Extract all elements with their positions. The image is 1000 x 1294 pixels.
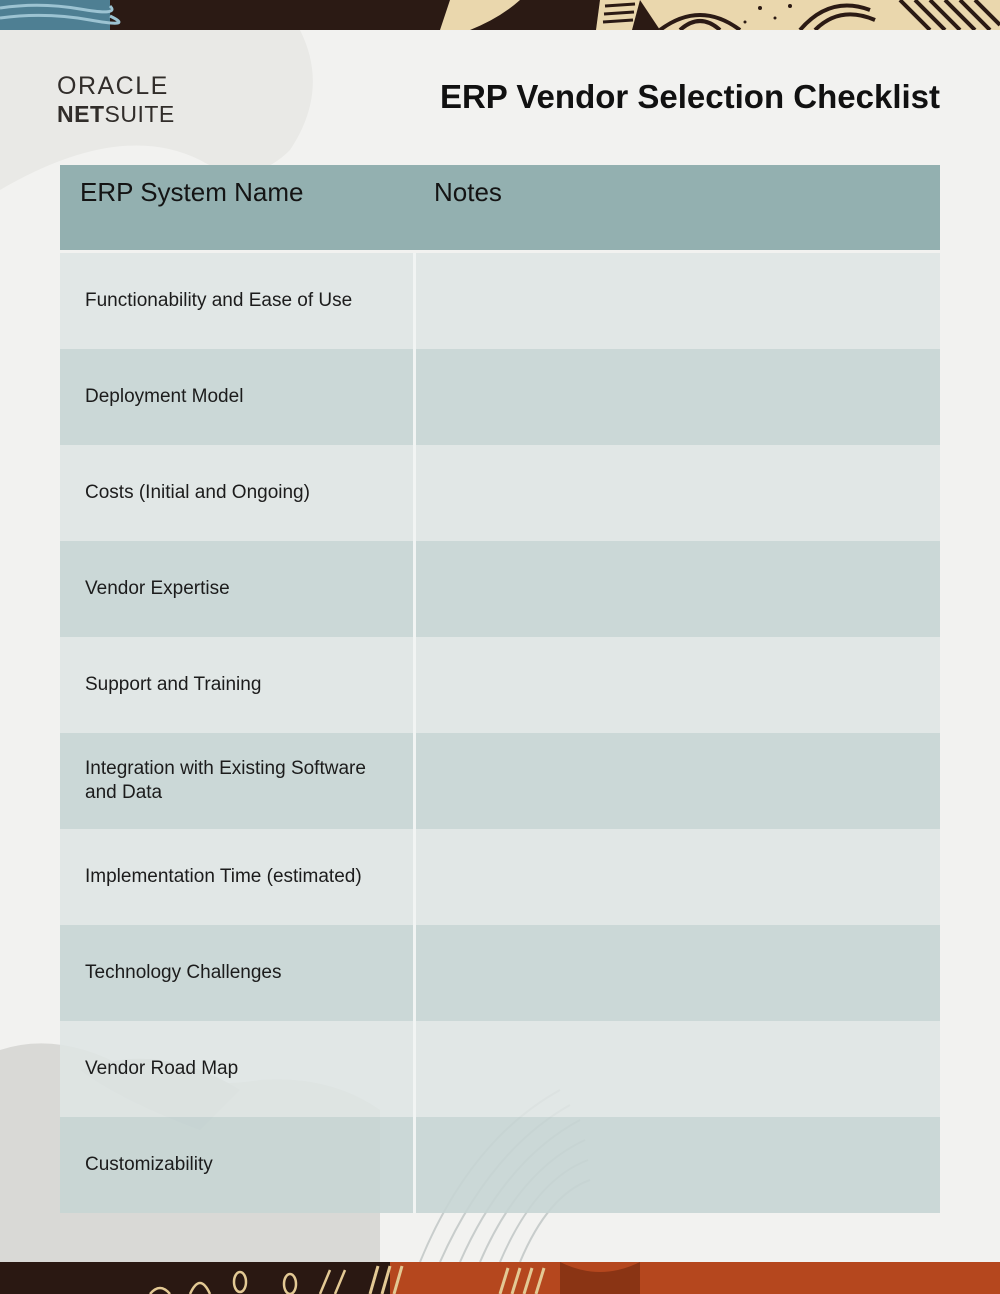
row-label: Integration with Existing Software and Data xyxy=(85,758,366,803)
notes-cell[interactable] xyxy=(416,541,940,637)
notes-cell[interactable] xyxy=(416,637,940,733)
table-row xyxy=(60,349,940,445)
table-header xyxy=(60,165,940,250)
table-row xyxy=(60,637,940,733)
logo-net: NET xyxy=(57,101,105,127)
row-label: Implementation Time (estimated) xyxy=(85,866,362,887)
table-row xyxy=(60,253,940,349)
notes-cell[interactable] xyxy=(416,445,940,541)
notes-cell[interactable] xyxy=(416,349,940,445)
row-label: Vendor Expertise xyxy=(85,578,230,599)
notes-cell[interactable] xyxy=(416,829,940,925)
bottom-decorative-band xyxy=(0,1262,1000,1294)
table-row xyxy=(60,733,940,829)
row-label: Support and Training xyxy=(85,674,262,695)
table-row xyxy=(60,829,940,925)
oracle-netsuite-logo xyxy=(57,72,175,128)
table-row xyxy=(60,1021,940,1117)
notes-cell[interactable] xyxy=(416,253,940,349)
row-label: Vendor Road Map xyxy=(85,1058,239,1079)
row-label: Functionability and Ease of Use xyxy=(85,290,353,311)
notes-cell[interactable] xyxy=(416,1117,940,1213)
table-row xyxy=(60,1117,940,1213)
table-row xyxy=(60,445,940,541)
logo-netsuite-wordmark xyxy=(57,100,175,128)
notes-cell[interactable] xyxy=(416,1021,940,1117)
table-row xyxy=(60,925,940,1021)
logo-suite: SUITE xyxy=(104,101,175,127)
row-label: Technology Challenges xyxy=(85,962,282,983)
row-label: Deployment Model xyxy=(85,386,244,407)
table-row xyxy=(60,541,940,637)
row-label: Costs (Initial and Ongoing) xyxy=(85,482,310,503)
notes-cell[interactable] xyxy=(416,733,940,829)
header-notes: Notes xyxy=(434,177,502,207)
row-label: Customizability xyxy=(85,1154,213,1175)
page-title: ERP Vendor Selection Checklist xyxy=(439,78,940,115)
notes-cell[interactable] xyxy=(416,925,940,1021)
logo-oracle-wordmark: ORACLE xyxy=(57,72,169,100)
checklist-table xyxy=(60,165,940,1213)
top-decorative-band xyxy=(0,0,1000,30)
header-erp-system-name: ERP System Name xyxy=(80,177,304,207)
